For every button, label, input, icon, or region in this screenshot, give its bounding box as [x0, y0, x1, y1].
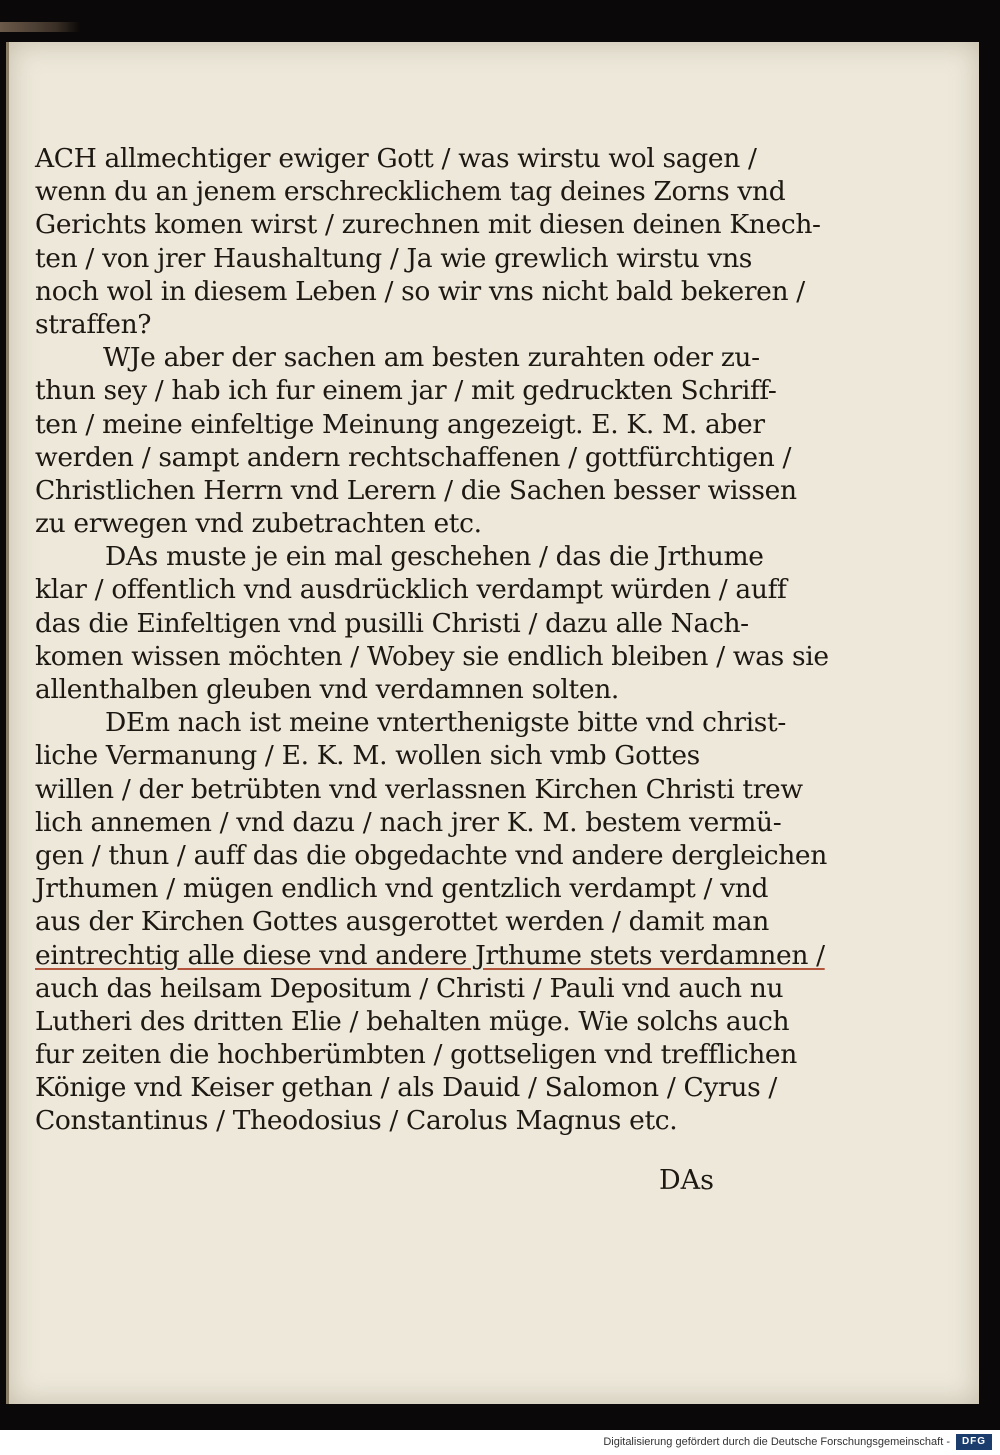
text-line: komen wissen möchten / Wobey sie endlich bleiben / was sie: [35, 640, 829, 672]
text-line: das die Einfeltigen vnd pusilli Christi / dazu alle Nach-: [35, 607, 749, 639]
text-line: wenn du an jenem erschrecklichem tag deines Zorns vnd: [35, 176, 786, 208]
text-line: gen / thun / auff das die obgedachte vnd andere dergleichen: [35, 839, 827, 871]
text-line: allenthalben gleuben vnd verdamnen solten.: [35, 674, 619, 705]
footer-credit: Digitalisierung gefördert durch die Deutsche Forschungsgemeinschaft -: [603, 1436, 950, 1448]
binding-edge: [0, 22, 80, 32]
text-line-underlined: eintrechtig alle diese vnd andere Jrthume stets verdamnen /: [35, 939, 825, 971]
text-line: Lutheri des dritten Elie / behalten müge. Wie solchs auch: [35, 1005, 790, 1037]
text-line: lich annemen / vnd dazu / nach jrer K. M. bestem vermü-: [35, 806, 782, 838]
text-line: straffen?: [35, 308, 152, 340]
text-line: zu erwegen vnd zubetrachten etc.: [35, 508, 482, 540]
text-line: Jrthumen / mügen endlich vnd gentzlich verdampt / vnd: [35, 873, 769, 905]
text-line: Gerichts komen wirst / zurechnen mit diesen deinen Knech-: [35, 209, 821, 241]
text-line: auch das heilsam Depositum / Christi / Pauli vnd auch nu: [35, 972, 784, 1004]
text-line: WJe aber der sachen am besten zurahten oder zu-: [103, 342, 760, 374]
text-line: klar / offentlich vnd ausdrücklich verdampt würden / auff: [35, 574, 787, 606]
text-line: willen / der betrübten vnd verlassnen Kirchen Christi trew: [35, 773, 803, 805]
book-page: [6, 42, 979, 1404]
text-line: liche Vermanung / E. K. M. wollen sich vmb Gottes: [35, 740, 700, 772]
text-line: ten / von jrer Haushaltung / Ja wie grewlich wirstu vns: [35, 242, 753, 274]
text-line: Constantinus / Theodosius / Carolus Magnus etc.: [35, 1105, 678, 1137]
text-line: fur zeiten die hochberümbten / gottseligen vnd trefflichen: [35, 1039, 797, 1071]
text-line: Christlichen Herrn vnd Lerern / die Sachen besser wissen: [35, 474, 797, 506]
text-line: werden / sampt andern rechtschaffenen / gottfürchtigen /: [35, 441, 792, 473]
catchword: DAs: [659, 1165, 715, 1196]
text-line: ACH allmechtiger ewiger Gott / was wirstu wol sagen /: [35, 143, 757, 174]
text-line: aus der Kirchen Gottes ausgerottet werden / damit man: [35, 906, 769, 938]
footer-bar: [0, 1430, 1000, 1455]
text-line: Könige vnd Keiser gethan / als Dauid / Salomon / Cyrus /: [35, 1072, 777, 1104]
text-line: DAs muste je ein mal geschehen / das die Jrthume: [105, 541, 764, 573]
dfg-logo-icon: DFG: [956, 1434, 992, 1450]
text-line: DEm nach ist meine vnterthenigste bitte vnd christ-: [105, 707, 786, 739]
page-text-block: [35, 142, 829, 1138]
text-line: noch wol in diesem Leben / so wir vns nicht bald bekeren /: [35, 275, 805, 307]
text-line: ten / meine einfeltige Meinung angezeigt. E. K. M. aber: [35, 408, 765, 440]
text-line: thun sey / hab ich fur einem jar / mit gedruckten Schriff-: [35, 375, 777, 407]
